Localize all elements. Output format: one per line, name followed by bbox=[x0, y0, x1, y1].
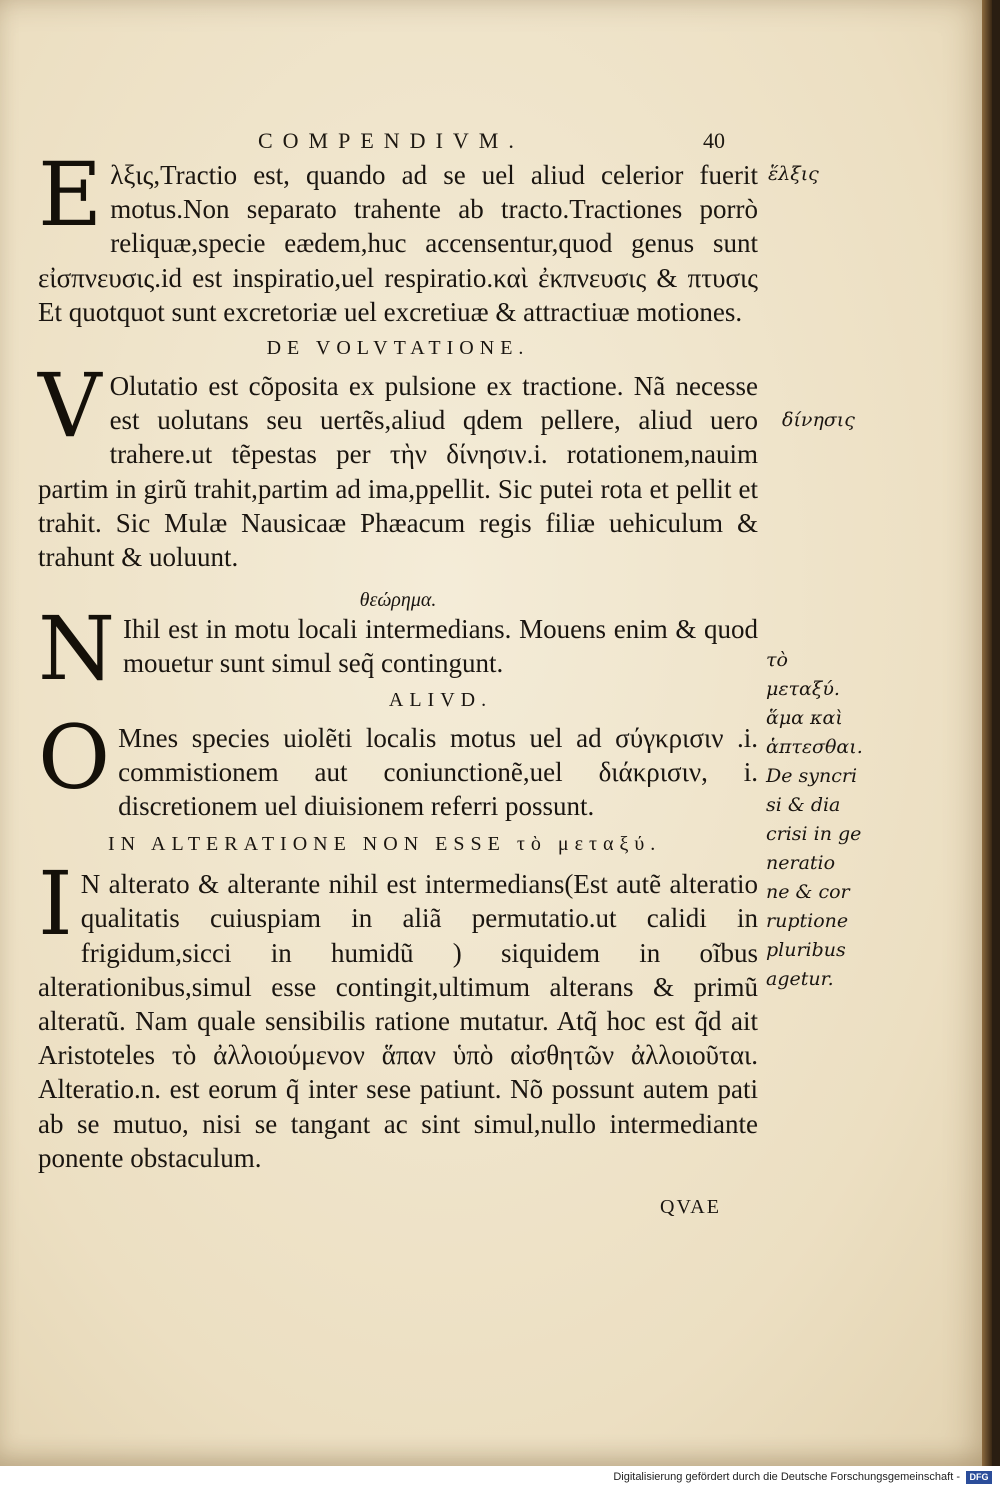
marginal-note-dinesis: δίνησις bbox=[782, 409, 855, 431]
running-title: COMPENDIVM. bbox=[258, 128, 524, 153]
marginal-line: agetur. bbox=[766, 968, 834, 990]
drop-initial: E bbox=[38, 143, 103, 246]
marginal-line: ruptione bbox=[766, 910, 849, 932]
folio-number: 40 bbox=[703, 128, 725, 153]
paragraph-text: Ihil est in motu locali intermedians. Mouens enim & quod mouetur sunt simul seq̃ contingunt. bbox=[123, 614, 758, 679]
paragraph-text: λξις,Tractio est, quando ad se uel aliud celerior fuerit motus.Non separato trahente ab tracto.Tractiones porrò reliquæ,specie eædem,huc accensentur,quod genus sunt εἰσπνευσις.id est inspiratio,uel respiratio.καὶ ἐκπνευσις & πτυσις Et quotquot sunt excretoriæ uel excretiuæ & attractiuæ motiones. bbox=[38, 160, 758, 327]
section-heading-aliud: ALIVD. bbox=[388, 688, 493, 711]
marginal-line: De syncri bbox=[766, 765, 858, 787]
paragraph-tractio bbox=[38, 143, 758, 329]
digitization-footer bbox=[0, 1466, 1000, 1489]
drop-initial: O bbox=[38, 705, 111, 809]
marginal-line: ne & cor bbox=[766, 881, 850, 903]
section-heading-volutatione: DE VOLVTATIONE. bbox=[266, 337, 530, 360]
catchword: QVAE bbox=[660, 1196, 721, 1218]
marginal-line: ἅμα καὶ bbox=[766, 707, 843, 729]
marginal-line: crisi in ge bbox=[766, 823, 862, 845]
marginal-line: pluribus bbox=[766, 939, 846, 961]
section-heading-alteratione: IN ALTERATIONE NON ESSE τὸ μεταξύ. bbox=[108, 833, 662, 856]
marginal-line: neratio bbox=[766, 852, 836, 874]
marginal-note-metaxy bbox=[766, 646, 866, 994]
page-edge bbox=[982, 0, 992, 1466]
paragraph-omnes bbox=[38, 705, 758, 824]
paragraph-text: Mnes species uiolẽti localis motus uel ad σύγκρισιν .i. commistionem aut coniunctionẽ,uel διάκρισιν, i. discretionem uel diuisionem referri possunt. bbox=[118, 722, 758, 822]
dfg-logo: DFG bbox=[966, 1471, 992, 1484]
marginal-line: τὸ μεταξύ. bbox=[766, 649, 840, 700]
footer-credit: Digitalisierung gefördert durch die Deutsche Forschungsgemeinschaft - bbox=[613, 1471, 960, 1483]
marginal-line: ἁπτεσθαι. bbox=[766, 736, 863, 758]
paragraph-alterato bbox=[38, 852, 758, 1175]
main-text-block bbox=[38, 143, 758, 1175]
marginal-note-helxis: ἕλξις bbox=[768, 163, 819, 185]
theorema-note: θεώρημα. bbox=[359, 589, 437, 612]
drop-initial: I bbox=[38, 852, 73, 956]
marginal-line: si & dia bbox=[766, 794, 841, 816]
drop-initial: V bbox=[38, 354, 102, 458]
paragraph-text: N alterato & alterante nihil est intermedians(Est autẽ alteratio qualitatis cuiuspiam in aliã permutatio.ut calidi in frigidum,sicci in humidũ ) siquidem in oĩbus alterationibus,simul esse contingit,ultimum alterans & primũ alteratũ. Nam quale sensibilis ratione mutatur. Atq̃ hoc est q̃d ait Aristoteles τὸ ἀλλοιούμενον ἅπαν ὑπὸ αἰσθητῶν ἀλλοιοῦται. Alteratio.n. est eorum q̃ inter sese patiunt. Nõ possunt autem pati ab se mutuo, nisi se tangant ac sint simul,nullo intermediante ponente obstaculum. bbox=[38, 869, 758, 1173]
drop-initial: N bbox=[38, 597, 115, 701]
paragraph-text: Olutatio est cõposita ex pulsione ex tractione. Nã necesse est uolutans seu uertẽs,aliud qdem pellere, aliud uero trahere.ut tẽpestas per τὴν δίνησιν.i. rotationem,nauim partim in girũ trahit,partim ad ima,ppellit. Sic putei rota et pellit et trahit. Sic Mulæ Nausicaæ Phæacum regis filiæ uehiculum & trahunt & uoluunt. bbox=[38, 371, 758, 573]
paragraph-volutatio bbox=[38, 354, 758, 574]
